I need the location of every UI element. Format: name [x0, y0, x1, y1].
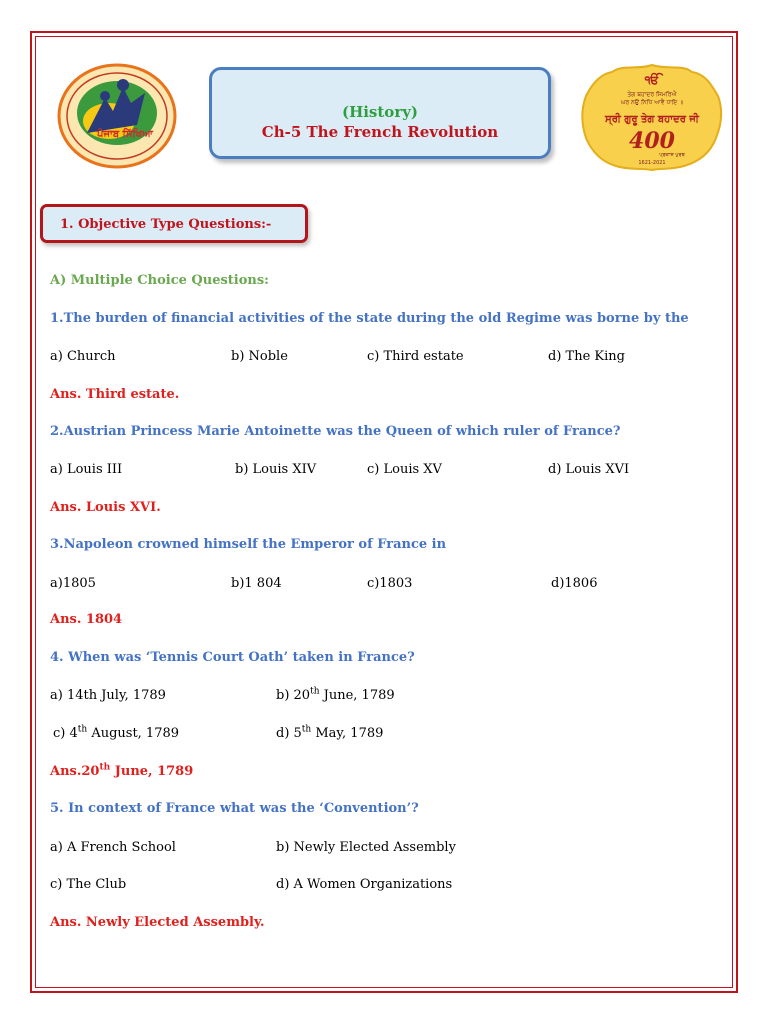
section-heading-box [40, 204, 308, 243]
q3-option-a: a)1805 [50, 576, 96, 591]
q1-option-b: b) Noble [231, 349, 288, 364]
logo-ik-onkar: ੴ [644, 73, 660, 87]
q2-option-c: c) Louis XV [367, 462, 442, 477]
q4-option-b: b) 20th June, 1789 [276, 686, 395, 703]
q5-answer: Ans. Newly Elected Assembly. [50, 915, 265, 930]
question-5: 5. In context of France what was the ‘Convention’? [50, 801, 419, 816]
subject-title: (History) [341, 103, 419, 121]
chapter-title: Ch-5 The French Revolution [261, 123, 499, 141]
q3-option-c: c)1803 [367, 576, 413, 591]
q2-answer: Ans. Louis XVI. [50, 500, 161, 515]
q3-option-d: d)1806 [551, 576, 598, 591]
logo-left-text: ਪੰਜਾਬ ਸਿੱਖਿਆ [97, 129, 153, 140]
q4-option-a: a) 14th July, 1789 [50, 688, 166, 703]
punjab-education-logo [57, 63, 177, 169]
question-2: 2.Austrian Princess Marie Antoinette was the Queen of which ruler of France? [50, 424, 621, 439]
q4-option-c: c) 4th August, 1789 [53, 724, 180, 741]
q4-option-d: d) 5th May, 1789 [276, 724, 384, 741]
question-1: 1.The burden of financial activities of the state during the old Regime was borne by the [50, 311, 689, 326]
title-box [209, 67, 551, 159]
q2-option-a: a) Louis III [50, 462, 123, 477]
q5-option-a: a) A French School [50, 840, 176, 855]
q1-option-c: c) Third estate [367, 349, 464, 364]
logo-line3: ਸ੍ਰੀ ਗੁਰੂ ਤੇਗ ਬਹਾਦਰ ਜੀ [605, 114, 699, 125]
q5-option-d: d) A Women Organizations [276, 877, 453, 892]
q1-option-a: a) Church [50, 349, 116, 364]
q5-option-b: b) Newly Elected Assembly [276, 840, 456, 855]
q3-option-b: b)1 804 [231, 576, 282, 591]
subsection-heading: A) Multiple Choice Questions: [50, 273, 269, 288]
q2-option-d: d) Louis XVI [548, 462, 630, 477]
q1-option-d: d) The King [548, 349, 625, 364]
logo-line4: ਪ੍ਰਕਾਸ਼ ਪੁਰਬ [659, 152, 685, 158]
guru-tegh-bahadur-400-logo [580, 62, 724, 172]
q3-answer: Ans. 1804 [50, 612, 123, 627]
q5-option-c: c) The Club [50, 877, 127, 892]
q2-option-b: b) Louis XIV [235, 462, 317, 477]
logo-line2: ਘਰ ਨਉ ਨਿਧਿ ਆਵੈ ਧਾਇ ॥ [620, 99, 684, 106]
q4-answer: Ans.20th June, 1789 [50, 762, 194, 779]
logo-years: 1621-2021 [638, 160, 666, 166]
logo-number: 400 [629, 128, 675, 154]
logo-line1: ਤੇਗ ਬਹਾਦਰ ਸਿਮਰਿਐ [627, 91, 677, 98]
q1-answer: Ans. Third estate. [50, 387, 180, 402]
question-3: 3.Napoleon crowned himself the Emperor of France in [50, 537, 447, 552]
question-4: 4. When was ‘Tennis Court Oath’ taken in France? [50, 650, 415, 665]
section-heading: 1. Objective Type Questions:- [60, 217, 272, 232]
